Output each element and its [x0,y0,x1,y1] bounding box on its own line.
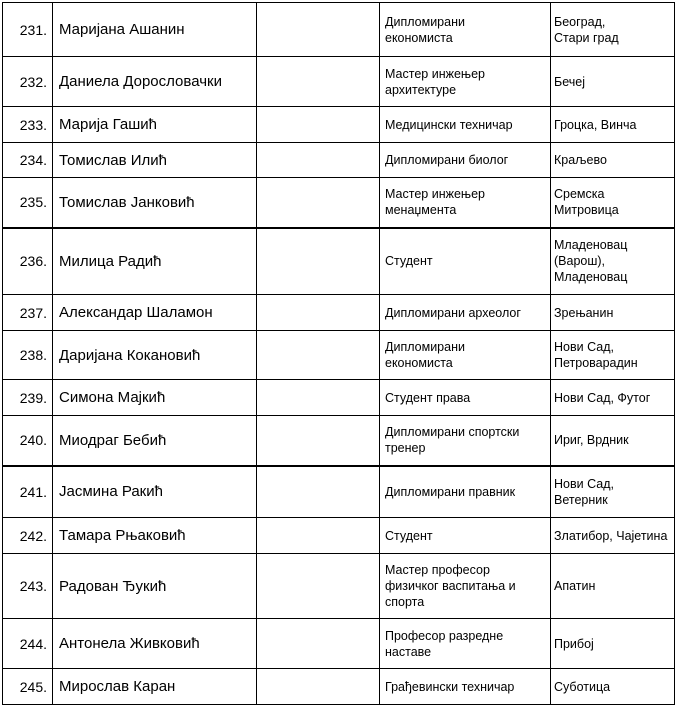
roster-table [2,2,675,705]
occupation: Студент [380,518,551,554]
table-row [3,466,675,518]
person-name: Јасмина Ракић [53,466,257,518]
occupation: Дипломирани економиста [380,331,551,380]
person-name: Радован Ђукић [53,554,257,619]
table-row [3,416,675,466]
row-number: 239. [3,380,53,416]
place: Нови Сад, Футог [551,380,675,416]
place: Ириг, Врдник [551,416,675,466]
person-name: Миодраг Бебић [53,416,257,466]
table-row [3,57,675,107]
row-number: 244. [3,619,53,669]
row-number: 245. [3,669,53,705]
row-number: 231. [3,3,53,57]
occupation: Мастер инжењер архитектуре [380,57,551,107]
occupation: Дипломирани спортски тренер [380,416,551,466]
row-number: 235. [3,178,53,228]
place: Сремска Митровица [551,178,675,228]
row-number: 236. [3,228,53,295]
occupation: Мастер професор физичког васпитања и спорта [380,554,551,619]
blank-cell [257,178,380,228]
row-number: 238. [3,331,53,380]
blank-cell [257,143,380,178]
person-name: Даниела Дорословачки [53,57,257,107]
place: Златибор, Чајетина [551,518,675,554]
table-row [3,669,675,705]
occupation: Професор разредне наставе [380,619,551,669]
blank-cell [257,554,380,619]
row-number: 234. [3,143,53,178]
table-row [3,554,675,619]
blank-cell [257,295,380,331]
occupation: Мастер инжењер менаџмента [380,178,551,228]
row-number: 237. [3,295,53,331]
place: Зрењанин [551,295,675,331]
person-name: Маријана Ашанин [53,3,257,57]
blank-cell [257,416,380,466]
table-row [3,228,675,295]
occupation: Дипломирани економиста [380,3,551,57]
table-row [3,107,675,143]
row-number: 242. [3,518,53,554]
place: Нови Сад, Ветерник [551,466,675,518]
row-number: 240. [3,416,53,466]
row-number: 233. [3,107,53,143]
table-row [3,380,675,416]
person-name: Антонела Живковић [53,619,257,669]
person-name: Даријана Кокановић [53,331,257,380]
blank-cell [257,619,380,669]
place: Бечеј [551,57,675,107]
person-name: Милица Радић [53,228,257,295]
occupation: Медицински техничар [380,107,551,143]
place: Апатин [551,554,675,619]
table-row [3,3,675,57]
place: Краљево [551,143,675,178]
person-name: Томислав Јанковић [53,178,257,228]
blank-cell [257,669,380,705]
occupation: Студент права [380,380,551,416]
place: Младеновац (Варош), Младеновац [551,228,675,295]
blank-cell [257,518,380,554]
blank-cell [257,380,380,416]
blank-cell [257,57,380,107]
row-number: 243. [3,554,53,619]
person-name: Томислав Илић [53,143,257,178]
place: Београд, Стари град [551,3,675,57]
person-name: Симона Мајкић [53,380,257,416]
blank-cell [257,228,380,295]
occupation: Дипломирани правник [380,466,551,518]
occupation: Дипломирани биолог [380,143,551,178]
roster-body [3,3,675,705]
occupation: Дипломирани археолог [380,295,551,331]
row-number: 232. [3,57,53,107]
person-name: Мирослав Каран [53,669,257,705]
place: Нови Сад, Петроварадин [551,331,675,380]
person-name: Марија Гашић [53,107,257,143]
blank-cell [257,331,380,380]
row-number: 241. [3,466,53,518]
table-row [3,518,675,554]
blank-cell [257,107,380,143]
table-row [3,295,675,331]
occupation: Грађевински техничар [380,669,551,705]
blank-cell [257,3,380,57]
occupation: Студент [380,228,551,295]
place: Прибој [551,619,675,669]
table-row [3,143,675,178]
place: Суботица [551,669,675,705]
table-row [3,619,675,669]
table-row [3,178,675,228]
person-name: Александар Шаламон [53,295,257,331]
place: Гроцка, Винча [551,107,675,143]
table-row [3,331,675,380]
blank-cell [257,466,380,518]
person-name: Тамара Рњаковић [53,518,257,554]
